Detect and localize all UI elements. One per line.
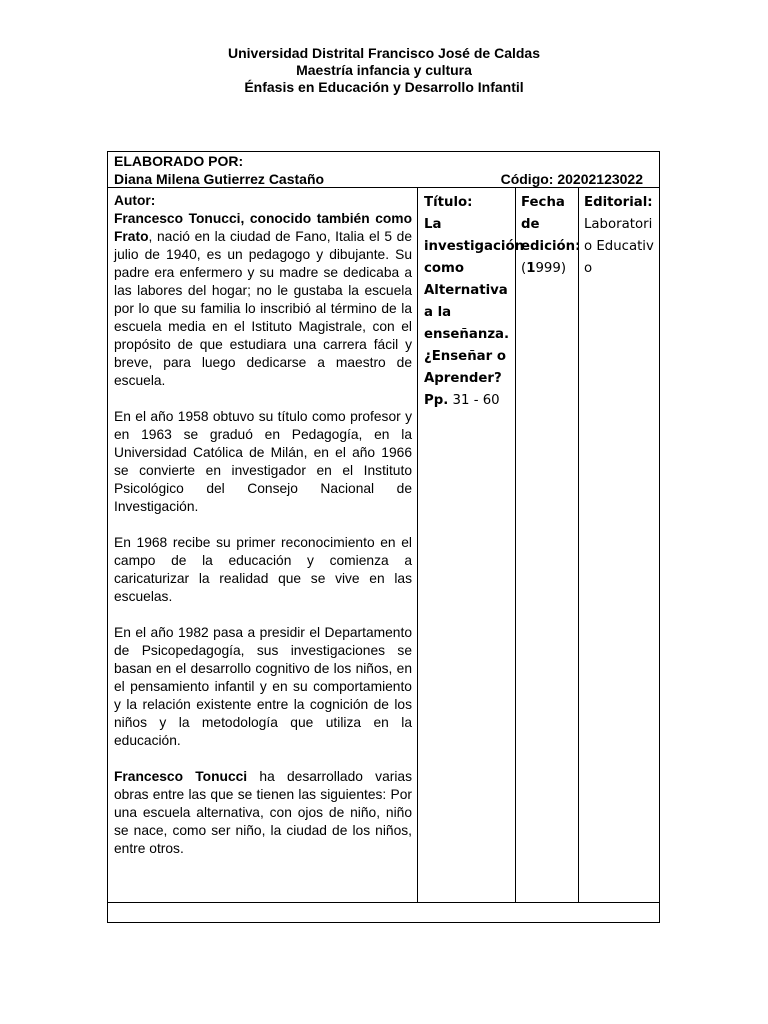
editorial-label: Editorial: [584,195,653,210]
titulo-text: La investigación como Alternativa a la enseñanza. ¿Enseñar o Aprender? [424,217,525,386]
row-divider [108,902,659,903]
emphasis-name: Énfasis en Educación y Desarrollo Infantil [244,79,524,95]
fecha-open: ( [521,261,527,276]
elaborado-row [108,152,659,188]
autor-works-text: ha desarrollado varias obras entre las que se tienen las siguientes: Por una escuela alternativa, con ojos de niño, niño se nace, como ser niño, la ciudad de los niños, entre otros. [114,769,412,856]
fecha-year-bold: 1 [526,261,536,276]
autor-paragraph [114,210,412,390]
autor-paragraph: En el año 1982 pasa a presidir el Departamento de Psicopedagogía, sus investigaciones se basan en el desarrollo cognitivo de los niños, en el pensamiento infantil y en su comportamiento y la relación existente entre la cognición de los niños y la metodología que utiliza en la educación. [114,625,412,748]
autor-name-bold: Francesco Tonucci, conocido también como Frato [114,211,412,244]
fecha-year-rest: 999) [535,261,567,276]
autor-name-bold: Francesco Tonucci [114,769,248,784]
student-code: Código: 20202123022 [500,171,643,187]
record-table [107,151,660,923]
editorial-text: Laboratorio Educativo [584,217,654,276]
titulo-cell [424,192,525,412]
autor-bio-text: , nació en la ciudad de Fano, Italia el 5 de julio de 1940, es un pedagogo y dibujante. Su padre era enfermero y su madre se dedicaba a las labores del hogar; no le gustaba la escuela por lo que su familia lo inscribió al término de la escuela media en el Istituto Magistrale, con el propósito de que estudiara una carrera fácil y breve, para luego dedicarse a maestro de escuela. [114,229,412,388]
autor-paragraph: En 1968 recibe su primer reconocimiento en el campo de la educación y comienza a caricaturizar la realidad que se vive en las escuelas. [114,535,412,604]
author-name: Diana Milena Gutierrez Castaño [114,171,325,187]
column-divider [417,188,418,902]
document-header [0,45,768,96]
university-name: Universidad Distrital Francisco José de Caldas [227,45,540,61]
editorial-cell [584,192,660,280]
autor-label: Autor: [114,193,156,208]
pages-label: Pp. [424,393,449,408]
fecha-cell [521,192,579,280]
autor-paragraph: En el año 1958 obtuvo su título como profesor y en 1963 se graduó en Pedagogía, en la Universidad Católica de Milán, en el año 1966 se convierte en investigador en el Instituto Psicológico del Consejo Nacional de Investigación. [114,409,412,514]
elaborado-label: ELABORADO POR: [114,153,244,169]
titulo-label: Título: [424,195,473,210]
autor-cell [114,192,412,876]
program-name: Maestría infancia y cultura [296,62,472,78]
column-divider [578,188,579,902]
pages-value: 31 - 60 [448,393,500,408]
autor-paragraph [114,768,412,858]
column-divider [515,188,516,902]
fecha-label: Fecha de edición: [521,195,581,254]
